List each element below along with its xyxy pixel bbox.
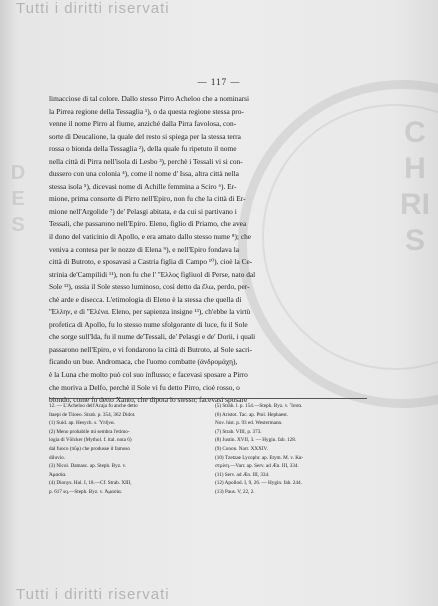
watermark-top: Tutti i diritti riservati	[16, 0, 170, 17]
footnote: (1) Suid. ap. Hesych. s. Ὑπῆνα.	[49, 420, 115, 427]
footnote: (4) Dionys. Hal. I, 18.—Cf. Strab. XIII,	[49, 480, 132, 487]
page-number: — 117 —	[197, 77, 241, 87]
footnote: (11) Serv. ad Æn. III, 334.	[215, 471, 270, 478]
footnote: (10) Tzetzae Lycophr. ap. Etym. M. v. Κα-	[215, 454, 304, 461]
footnote: (8) Justin. XVII, 3. — Hygin. fab. 128.	[215, 437, 297, 444]
main-text	[49, 93, 367, 407]
text-line: stessa isola ⁵), dicevasi nome di Achille femmina a Sciro ⁶). Er-	[49, 181, 237, 191]
footnote: (2) Meno probabile mi sembra l'etimo-	[49, 428, 130, 435]
text-line: è la Luna che molto può col suo influsso; e facevasi sposare a Pirro	[49, 370, 248, 380]
text-line: passarono nell'Epiro, e vi fondarono la città di Butroto, al Sole sacri-	[49, 344, 253, 354]
text-line: veniva a contesa per le nozze di Elena ⁹), e nell'Epiro fondava la	[49, 244, 240, 254]
text-line: limacciose di tal colore. Dallo stesso Pirro Acheloo che a nominarsi	[49, 94, 250, 103]
footnote: (5) Strab. l. p. 154.—Steph. Byz. v. Ἴσσα.	[215, 403, 303, 409]
text-line: mione nell'Argolide ⁷) de' Pelasgi abitata, e da cui si partivano i	[49, 206, 237, 216]
text-line: Tessali, che passarono nell'Epiro. Eleno, figlio di Priamo, che avea	[49, 219, 247, 229]
footnote: στρίνη.—Varr. ap. Serv. ad Æn. III, 334.	[215, 463, 299, 470]
footnote: diluvio.	[49, 454, 65, 461]
footnotes-left-column	[49, 402, 201, 497]
footnote: dal fuoco (πῦρ) che produsse il famoso	[49, 445, 130, 452]
footnote: (9) Conon. Narr. XXXIV.	[215, 445, 268, 452]
text-line: nella città di Pirra nell'isola di Lesbo ³), perchè i Tessali vi si con-	[49, 156, 243, 166]
footnote: (6) Aristot. Tac. ap. Ptol. Hephaest.	[215, 411, 289, 418]
watermark-bottom: Tutti i diritti riservati	[16, 586, 170, 603]
footnote: Itaepi de Tiioeo. Strab. p. 354, 362 Didot.	[49, 411, 136, 418]
footnote: (13) Paus. V, 22, 2.	[215, 488, 255, 495]
library-stamp-text-right: CHRIS	[400, 116, 430, 257]
text-line: venne il nome Pirro al fiume, anziché dalla Pirra favolosa, con-	[49, 119, 237, 129]
text-line: profetica di Apollo, fu lo stesso nume sfolgorante di luce, fu il Sole	[49, 319, 248, 329]
text-line: Sole ¹²), ossia il Sole stesso luminoso, così detto da ἕλω, perdo, per-	[49, 282, 250, 292]
text-line: che sorge sull'Ida, fu il nume de'Tessali, de' Pelasgi e de' Dorii, i quali	[49, 332, 256, 342]
text-line: chè arde e disecca. L'etimologia di Eleno è la stessa che quella di	[49, 294, 242, 304]
footnote: logia di Völcker (Mythol. f. ital. nota 6)	[49, 437, 132, 444]
footnote-divider	[49, 398, 367, 399]
footnote: Ἀμασία.	[49, 471, 67, 478]
text-line: strinia de'Campilidi ¹¹), non fu che l' ''Ελλος figliuol di Perse, nato dal	[49, 269, 256, 279]
text-line: rossa o bionda della Tessaglia ²), della quale fu ripetuto il nome	[49, 144, 237, 154]
footnotes-right-column	[215, 402, 367, 497]
text-line: mione, prima consorte di Pirro nell'Epiro, non fu che la città di Er-	[49, 194, 246, 204]
text-line: sorte di Deucalione, la quale del resto si spiega per la stessa terra	[49, 131, 241, 141]
footnote: Nov. hist. p. 93 ed. Westermann.	[215, 420, 283, 427]
footnote: (12) Apollod. I, 9, 26. — Hygin. fab. 244.	[215, 480, 302, 487]
text-line: ficando un bue. Andromaca, che l'uomo combatte (ἀνδρομάχη),	[49, 357, 238, 367]
text-line: la Pirrea regione della Tessaglia ¹), o da questa regione stessa pro-	[49, 106, 244, 116]
footnote: p. 617 sq.—Steph. Byz. v. Ἀμασία.	[49, 488, 123, 495]
footnote: (7) Strab. VIII, p. 373.	[215, 428, 262, 435]
text-line: che moriva a Delfo, perchè il Sole vi fu detto Pirro, cioè rosso, o	[49, 382, 240, 392]
text-line: dussero con una colonia ⁴), come il nome d' Issa, altra città nella	[49, 169, 239, 179]
text-line: il dono del vaticinio di Apollo, e era amato dallo stesso nume ⁸); che	[49, 232, 252, 242]
text-line: città di Butroto, e sposavasi a Castria figlia di Campo ¹⁰), cioè la Ce-	[49, 257, 253, 267]
text-line: biondo, come fu detto Xanto, che dipota lo stesso; facevasi sposare	[49, 395, 248, 405]
footnote: 12. — L'Acheloo dell'Acaja fu anche detto	[49, 403, 138, 409]
text-line: ''Ελλην, e di ''Ελένα. Eleno, per sapienza insigne ¹³), ch'ebbe la virtù	[49, 307, 251, 317]
library-stamp-text-left: DES	[10, 162, 26, 236]
footnote: (3) Nicol. Damasc. ap. Steph. Byz. v.	[49, 463, 127, 470]
